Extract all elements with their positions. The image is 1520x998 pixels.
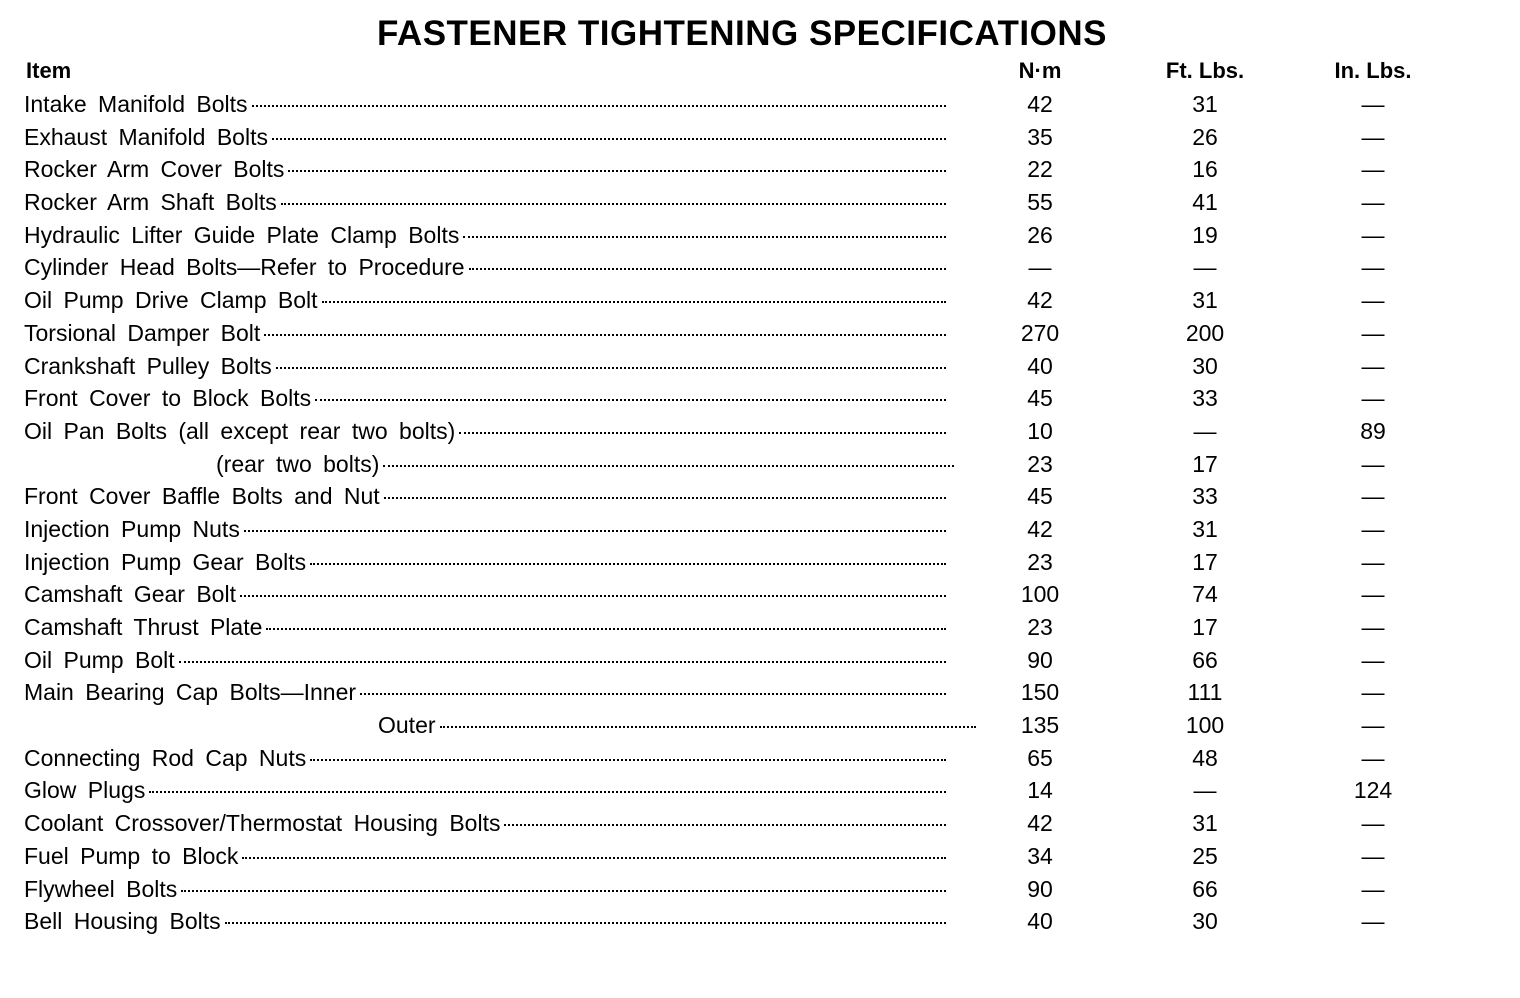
ft-lbs-value: 33	[1192, 385, 1218, 412]
dot-leader	[272, 138, 946, 140]
ft-lbs-value: 31	[1192, 515, 1218, 542]
item-cell	[24, 317, 946, 349]
item-label: Oil Pump Drive Clamp Bolt	[24, 287, 318, 314]
item-cell	[24, 840, 946, 872]
table-row	[0, 644, 1520, 677]
item-label: Hydraulic Lifter Guide Plate Clamp Bolts	[24, 221, 460, 248]
in-lbs-value: —	[1361, 91, 1385, 117]
item-label: Outer	[378, 712, 436, 739]
dot-leader	[459, 432, 946, 434]
dot-leader	[264, 334, 946, 336]
table-row	[0, 774, 1520, 807]
item-label: Oil Pump Bolt	[24, 646, 175, 673]
table-row	[0, 480, 1520, 513]
item-label: Injection Pump Nuts	[24, 515, 240, 542]
item-cell	[24, 644, 946, 676]
ft-lbs-value: 74	[1192, 581, 1218, 608]
header-item: Item	[26, 58, 72, 83]
item-cell	[24, 219, 946, 251]
in-lbs-value: —	[1361, 810, 1385, 837]
dot-leader	[315, 399, 946, 401]
item-cell	[24, 284, 946, 316]
item-label: Injection Pump Gear Bolts	[24, 548, 307, 575]
in-lbs-value: —	[1361, 712, 1385, 739]
dot-leader	[252, 105, 946, 107]
spec-table	[0, 88, 1520, 938]
in-lbs-value: —	[1361, 908, 1385, 935]
ft-lbs-value: 66	[1192, 646, 1218, 673]
item-cell	[216, 448, 954, 480]
table-row	[0, 284, 1520, 317]
item-label: Fuel Pump to Block	[24, 842, 239, 869]
header-ft-lbs: Ft. Lbs.	[1165, 58, 1245, 83]
ft-lbs-value: 31	[1192, 810, 1218, 837]
nm-value: 22	[1027, 156, 1053, 183]
nm-value: 270	[1020, 319, 1060, 346]
table-row	[0, 742, 1520, 775]
in-lbs-value: 124	[1353, 777, 1393, 804]
nm-value: 42	[1027, 515, 1053, 542]
nm-value: 34	[1027, 842, 1053, 869]
item-label: Crankshaft Pulley Bolts	[24, 352, 272, 379]
dot-leader	[225, 922, 946, 924]
dot-leader	[310, 759, 946, 761]
item-label: Camshaft Thrust Plate	[24, 614, 263, 640]
table-row	[0, 873, 1520, 906]
table-row	[0, 578, 1520, 611]
dot-leader	[463, 236, 946, 238]
item-cell	[24, 350, 946, 382]
nm-value: 135	[1020, 712, 1060, 739]
dot-leader	[244, 530, 946, 532]
ft-lbs-value: 16	[1192, 156, 1218, 183]
table-row	[0, 121, 1520, 154]
ft-lbs-value: 30	[1192, 352, 1218, 379]
item-label: Camshaft Gear Bolt	[24, 581, 236, 608]
in-lbs-value: —	[1361, 189, 1385, 216]
in-lbs-value: —	[1361, 515, 1385, 542]
item-cell	[24, 480, 946, 512]
in-lbs-value: —	[1361, 385, 1385, 412]
in-lbs-value: 89	[1360, 417, 1386, 444]
ft-lbs-value: 17	[1192, 548, 1218, 575]
nm-value: 65	[1027, 744, 1053, 771]
dot-leader	[266, 628, 946, 630]
item-label: Coolant Crossover/Thermostat Housing Bolts	[24, 810, 501, 837]
in-lbs-value: —	[1361, 646, 1385, 673]
ft-lbs-value: 30	[1192, 908, 1218, 935]
nm-value: 42	[1027, 810, 1053, 837]
nm-value: —	[1028, 254, 1052, 281]
ft-lbs-value: 111	[1187, 679, 1223, 706]
item-cell	[24, 742, 946, 774]
item-label: Flywheel Bolts	[24, 875, 178, 902]
nm-value: 90	[1027, 875, 1053, 902]
dot-leader	[181, 890, 946, 892]
ft-lbs-value: 41	[1192, 189, 1218, 216]
item-cell	[24, 546, 946, 578]
ft-lbs-value: 100	[1185, 712, 1225, 739]
item-label: Main Bearing Cap Bolts—Inner	[24, 679, 357, 706]
in-lbs-value: —	[1361, 221, 1385, 248]
ft-lbs-value: 33	[1192, 483, 1218, 510]
dot-leader	[383, 465, 954, 467]
item-cell	[24, 774, 946, 806]
item-cell	[24, 88, 946, 120]
ft-lbs-value: —	[1193, 777, 1217, 804]
dot-leader	[322, 301, 946, 303]
in-lbs-value: —	[1361, 352, 1385, 379]
in-lbs-value: —	[1361, 319, 1385, 346]
table-row	[0, 219, 1520, 252]
item-label: Bell Housing Bolts	[24, 908, 221, 935]
table-row	[0, 807, 1520, 840]
table-row	[0, 88, 1520, 121]
table-row	[0, 186, 1520, 219]
item-cell	[24, 415, 946, 447]
ft-lbs-value: 17	[1192, 614, 1218, 640]
table-row	[0, 905, 1520, 938]
table-row	[0, 546, 1520, 579]
nm-value: 45	[1027, 483, 1053, 510]
dot-leader	[149, 791, 946, 793]
table-row	[0, 317, 1520, 350]
nm-value: 26	[1027, 221, 1053, 248]
in-lbs-value: —	[1361, 679, 1385, 706]
item-cell	[24, 382, 946, 414]
table-row	[0, 840, 1520, 873]
ft-lbs-value: 31	[1192, 287, 1218, 314]
item-cell	[24, 676, 946, 708]
table-row	[0, 350, 1520, 383]
item-label: Torsional Damper Bolt	[24, 319, 261, 346]
ft-lbs-value: 17	[1192, 450, 1218, 477]
in-lbs-value: —	[1361, 614, 1385, 640]
dot-leader	[310, 563, 946, 565]
nm-value: 10	[1027, 417, 1053, 444]
dot-leader	[504, 824, 946, 826]
table-row	[0, 676, 1520, 709]
dot-leader	[469, 268, 946, 270]
table-row	[0, 448, 1520, 481]
in-lbs-value: —	[1361, 744, 1385, 771]
table-row	[0, 415, 1520, 448]
ft-lbs-value: 31	[1192, 91, 1218, 117]
item-label: Rocker Arm Shaft Bolts	[24, 189, 277, 216]
table-row	[0, 153, 1520, 186]
nm-value: 45	[1027, 385, 1053, 412]
item-cell	[24, 186, 946, 218]
ft-lbs-value: —	[1193, 254, 1217, 281]
ft-lbs-value: 25	[1192, 842, 1218, 869]
item-label: Front Cover Baffle Bolts and Nut	[24, 483, 380, 510]
table-row	[0, 513, 1520, 546]
item-label: Glow Plugs	[24, 777, 146, 804]
item-label: Oil Pan Bolts (all except rear two bolts)	[24, 417, 456, 444]
in-lbs-value: —	[1361, 287, 1385, 314]
nm-value: 40	[1027, 352, 1053, 379]
item-label: Cylinder Head Bolts—Refer to Procedure	[24, 254, 465, 281]
item-cell	[24, 873, 946, 905]
ft-lbs-value: 19	[1192, 221, 1218, 248]
nm-value: 40	[1027, 908, 1053, 935]
nm-value: 23	[1027, 450, 1053, 477]
in-lbs-value: —	[1361, 450, 1385, 477]
in-lbs-value: —	[1361, 123, 1385, 150]
dot-leader	[384, 497, 946, 499]
item-cell	[24, 513, 946, 545]
item-cell	[24, 578, 946, 610]
item-label: Intake Manifold Bolts	[24, 91, 248, 117]
dot-leader	[242, 857, 946, 859]
item-cell	[24, 251, 946, 283]
nm-value: 23	[1027, 548, 1053, 575]
nm-value: 150	[1020, 679, 1060, 706]
nm-value: 35	[1027, 123, 1053, 150]
item-cell	[24, 611, 946, 643]
nm-value: 55	[1027, 189, 1053, 216]
dot-leader	[360, 693, 946, 695]
table-row	[0, 709, 1520, 742]
item-label: Rocker Arm Cover Bolts	[24, 156, 285, 183]
table-row	[0, 251, 1520, 284]
dot-leader	[440, 726, 976, 728]
in-lbs-value: —	[1361, 875, 1385, 902]
nm-value: 14	[1027, 777, 1053, 804]
in-lbs-value: —	[1361, 254, 1385, 281]
table-header	[0, 58, 1520, 86]
dot-leader	[276, 367, 946, 369]
ft-lbs-value: 26	[1192, 123, 1218, 150]
ft-lbs-value: —	[1193, 417, 1217, 444]
nm-value: 42	[1027, 91, 1053, 117]
in-lbs-value: —	[1361, 156, 1385, 183]
in-lbs-value: —	[1361, 842, 1385, 869]
nm-value: 42	[1027, 287, 1053, 314]
item-cell	[24, 905, 946, 937]
item-cell	[24, 807, 946, 839]
ft-lbs-value: 66	[1192, 875, 1218, 902]
in-lbs-value: —	[1361, 548, 1385, 575]
dot-leader	[288, 170, 946, 172]
item-label: Exhaust Manifold Bolts	[24, 123, 268, 150]
item-label: Front Cover to Block Bolts	[24, 385, 312, 412]
table-row	[0, 611, 1520, 644]
ft-lbs-value: 48	[1192, 744, 1218, 771]
page-title: FASTENER TIGHTENING SPECIFICATIONS	[376, 14, 1107, 53]
header-nm: N·m	[1018, 58, 1062, 83]
in-lbs-value: —	[1361, 581, 1385, 608]
header-in-lbs: In. Lbs.	[1334, 58, 1412, 83]
item-cell	[24, 153, 946, 185]
ft-lbs-value: 200	[1185, 319, 1225, 346]
item-label: Connecting Rod Cap Nuts	[24, 744, 307, 771]
table-row	[0, 382, 1520, 415]
nm-value: 23	[1027, 614, 1053, 640]
nm-value: 90	[1027, 646, 1053, 673]
in-lbs-value: —	[1361, 483, 1385, 510]
nm-value: 100	[1020, 581, 1060, 608]
dot-leader	[179, 661, 946, 663]
item-cell	[378, 709, 976, 741]
item-cell	[24, 121, 946, 153]
dot-leader	[281, 203, 946, 205]
item-label: (rear two bolts)	[216, 450, 380, 477]
dot-leader	[240, 595, 946, 597]
